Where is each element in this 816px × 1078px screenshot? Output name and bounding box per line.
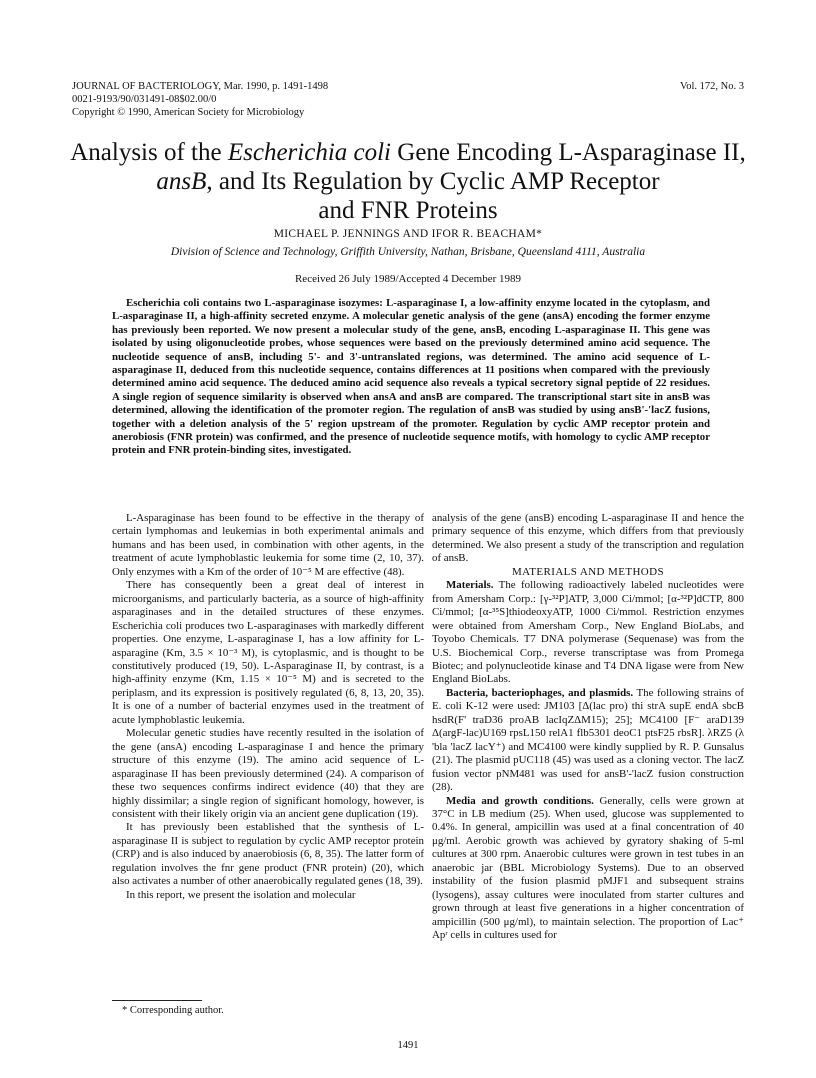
title-gene: ansB — [156, 168, 207, 195]
right-column — [432, 512, 744, 943]
received-dates: Received 26 July 1989/Accepted 4 December 1989 — [294, 273, 522, 285]
paragraph: It has previously been established that the synthesis of L-asparaginase II is subject to regulation by cyclic AMP receptor protein (CRP) and is also induced by anaerobiosis (6, 8, 35). The latter form of regulation involves the fnr gene product (FNR protein) (20), which also activates a number of other anaerobically regulated genes (18, 39). — [112, 821, 424, 888]
run-in-heading: Media and growth conditions. — [446, 794, 594, 807]
journal-line: JOURNAL OF BACTERIOLOGY, Mar. 1990, p. 1491-1498 — [72, 81, 329, 92]
paragraph: analysis of the gene (ansB) encoding L-asparaginase II and hence the primary sequence of this enzyme, which differs from that previously determined. We also present a study of the transcription and regulation of ansB. — [432, 512, 744, 565]
paragraph: Molecular genetic studies have recently resulted in the isolation of the gene (ansA) encoding L-asparaginase I and hence the primary structure of this enzyme (19). The amino acid sequence of L-asparaginase II has been previously determined (24). A comparison of these two sequences confirms indirect evidence (40) that they are highly dissimilar; a single region of significant homology, however, is consistent with their likely origin via an ancient gene duplication (19). — [112, 727, 424, 820]
authors: MICHAEL P. JENNINGS AND IFOR R. BEACHAM* — [273, 228, 543, 240]
paragraph — [432, 687, 744, 795]
paragraph — [432, 795, 744, 943]
left-column — [112, 512, 424, 902]
abstract: Escherichia coli contains two L-asparaginase isozymes: L-asparaginase I, a low-affinity enzyme located in the cytoplasm, and L-asparaginase II, a high-affinity secreted enzyme. A molecular genetic analysis of the gene (ansA) encoding the former enzyme has previously been reported. We now present a molecular study of the gene, ansB, encoding L-asparaginase II. This gene was isolated by using oligonucleotide probes, whose sequences were based on the previously determined amino acid sequence. The nucleotide sequence of ansB, including 5'- and 3'-untranslated regions, was determined. The amino acid sequence of L-asparaginase II, deduced from this nucleotide sequence, contains differences at 11 positions when compared with the previously determined amino acid sequence. The deduced amino acid sequence also reveals a typical secretory signal peptide of 22 residues. A single region of sequence similarity is observed when ansA and ansB are compared. The transcriptional start site in ansB was determined, allowing the identification of the promoter region. The regulation of ansB was studied by using ansB'-'lacZ fusions, together with a deletion analysis of the 5' region upstream of the promoter. Regulation by cyclic AMP receptor protein and anerobiosis (FNR protein) was confirmed, and the presence of nucleotide sequence motifs, with homology to cyclic AMP receptor protein and FNR protein-binding sites, investigated. — [112, 297, 710, 457]
volume-label: Vol. 172, No. 3 — [680, 81, 744, 92]
paragraph-text: Generally, cells were grown at 37°C in LB medium (25). When used, glucose was supplemented to 0.4%. In general, ampicillin was used at a final concentration of 40 μg/ml. Aerobic growth was achieved by gyratory shaking of 5-ml cultures at 300 rpm. Anaerobic cultures were grown in test tubes in an anaerobic jar (BBL Microbiology Systems). Due to an observed instability of the fusion plasmid pMJF1 and subsequent strains (lysogens), assay cultures were inoculated from starter cultures and grown through at least five generations in a higher concentration of ampicillin (500 μg/ml), to maintain selection. The proportion of Lac⁺ Apʳ cells in cultures used for — [432, 794, 744, 942]
title-part4: and FNR Proteins — [318, 197, 498, 224]
article-title — [60, 138, 756, 225]
footnote-rule — [112, 1000, 202, 1001]
paragraph — [432, 579, 744, 687]
paragraph-text: The following radioactively labeled nucleotides were from Amersham Corp.: [γ-³²P]ATP, 3,000 Ci/mmol; [α-³²P]dCTP, 800 Ci/mmol; [α-³⁵S]thiodeoxyATP, 1000 Ci/mmol. Restriction enzymes were obtained from Amersham Corp., New England BioLabs, and Toyobo Chemicals. T7 DNA polymerase (Sequenase) was from the U.S. Biochemical Corp., reverse transcriptase was from Promega Biotec; and polynucleotide kinase and T4 DNA ligase were from New England BioLabs. — [432, 579, 744, 686]
title-organism: Escherichia coli — [227, 139, 392, 166]
paragraph-text: The following strains of E. coli K-12 were used: JM103 [Δ(lac pro) thi strA supE endA sbcB hsdR(F' traD36 proAB lacIqZΔM15); 25]; MC4100 [F⁻ araD139 Δ(argF-lac)U169 rpsL150 relA1 flb5301 deoC1 ptsF25 rbsR]. λRZ5 (λ 'bla 'lacZ lacY⁺) and MC4100 were kindly supplied by R. P. Gunsalus (21). The plasmid pUC118 (45) was used as a cloning vector. The lacZ fusion vector pNM481 was used for ansB'-'lacZ fusion construction (28). — [432, 686, 745, 794]
page-number: 1491 — [397, 1040, 419, 1051]
affiliation: Division of Science and Technology, Griffith University, Nathan, Brisbane, Queensland 4111, Australia — [170, 246, 646, 258]
paragraph: In this report, we present the isolation and molecular — [126, 888, 356, 901]
title-part2: Gene Encoding L-Asparaginase II, — [391, 139, 746, 166]
paragraph: There has consequently been a great deal of interest in microorganisms, and particularly bacteria, as a source of high-affinity asparaginases and in the detailed structures of these enzymes. Escherichia coli produces two L-asparaginases with markedly different properties. One enzyme, L-asparaginase I, has a low affinity for L-asparagine (Km, 3.5 × 10⁻³ M), is cytoplasmic, and is thought to be constitutively produced (19, 50). L-Asparaginase II, by contrast, is a high-affinity enzyme (Km, 1.15 × 10⁻⁵ M) and is secreted to the periplasm, and its expression is positively regulated (6, 8, 13, 20, 35). It is one of a number of bacterial enzymes used in the treatment of acute lymphoblastic leukemia. — [112, 579, 424, 726]
section-heading: MATERIALS AND METHODS — [511, 565, 665, 578]
title-part3: , and Its Regulation by Cyclic AMP Receptor — [206, 168, 660, 195]
code-line: 0021-9193/90/031491-08$02.00/0 — [72, 94, 217, 105]
copyright-line: Copyright © 1990, American Society for Microbiology — [72, 107, 305, 118]
footnote: * Corresponding author. — [122, 1005, 224, 1016]
header-left — [72, 80, 328, 119]
run-in-heading: Materials. — [446, 579, 494, 592]
run-in-heading: Bacteria, bacteriophages, and plasmids. — [446, 686, 634, 699]
paragraph: L-Asparaginase has been found to be effective in the therapy of certain lymphomas and leukemias in both experimental animals and humans and has been used, in combination with other agents, in the treatment of acute lymphoblastic leukemia for some time (2, 10, 37). Only enzymes with a Km of the order of 10⁻⁵ M are effective (48). — [112, 512, 424, 578]
title-part1: Analysis of the — [70, 139, 228, 166]
